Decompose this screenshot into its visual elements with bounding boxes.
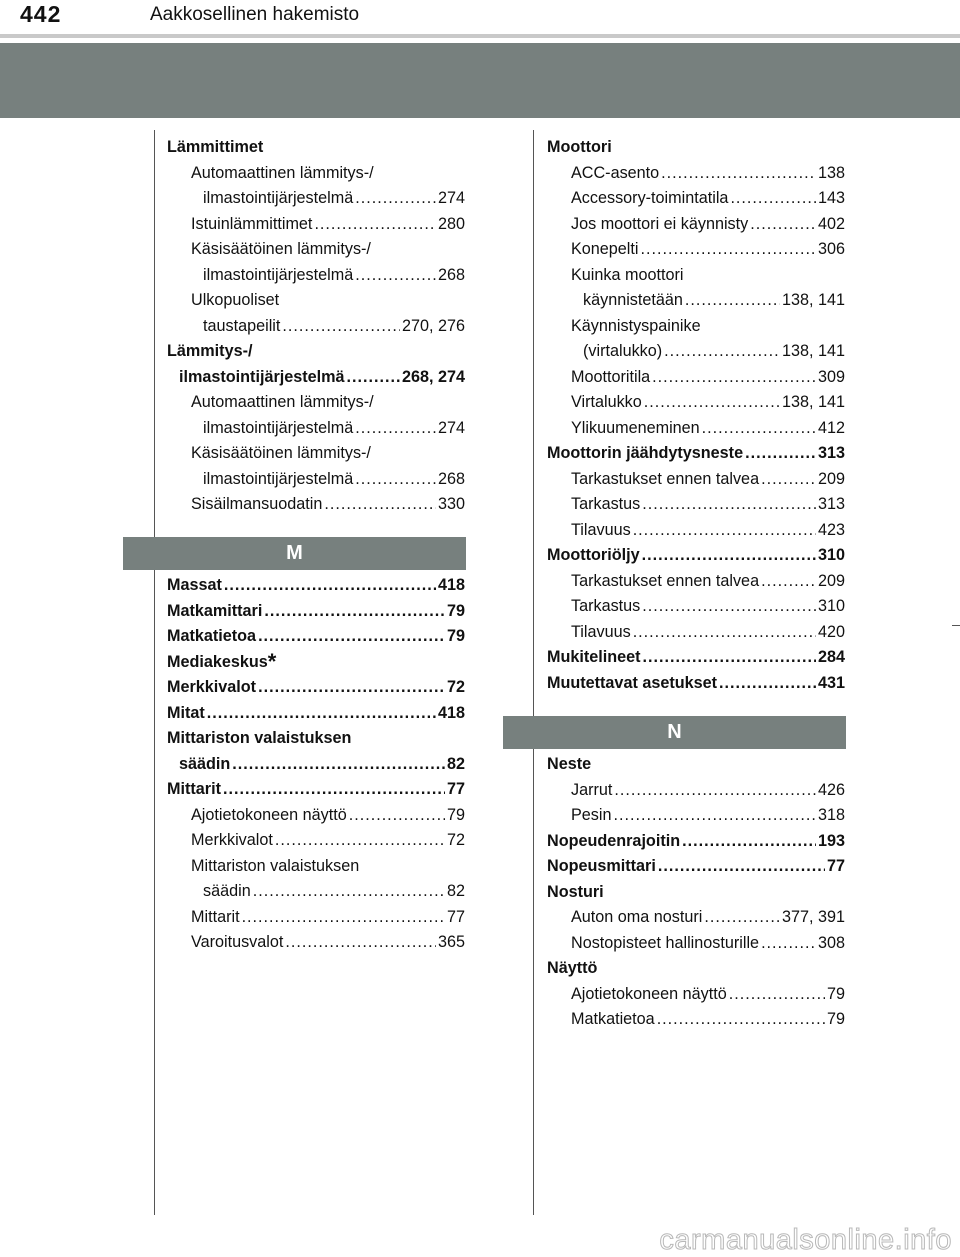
index-term: taustapeilit [203, 316, 281, 335]
dot-leader [275, 828, 445, 854]
index-entry [167, 288, 465, 314]
index-entry [547, 671, 845, 697]
page-reference: 308 [817, 933, 845, 952]
index-entry [547, 416, 845, 442]
index-entry [167, 416, 465, 442]
dot-leader [644, 390, 780, 416]
dot-leader [355, 467, 436, 493]
dot-leader [730, 186, 816, 212]
index-term: Moottorin jäähdytysneste [547, 444, 744, 462]
page-number: 442 [20, 1, 62, 27]
dot-leader [614, 803, 816, 829]
index-term: Nosturi [547, 882, 604, 901]
index-term: Accessory-toimintatila [571, 189, 729, 207]
page-reference: 318 [817, 806, 845, 824]
page-reference: 79 [446, 601, 465, 620]
dot-leader [347, 365, 400, 391]
index-term: käynnistetään [583, 291, 683, 309]
dot-leader [658, 854, 825, 880]
index-term: Auton oma nosturi [571, 908, 703, 926]
index-entry [167, 726, 465, 752]
index-entry [547, 752, 845, 778]
dot-leader [642, 543, 816, 569]
index-term: Mittarit [167, 780, 221, 798]
index-entry [547, 1007, 845, 1033]
page-reference: 280 [437, 214, 465, 233]
index-term: Merkkivalot [191, 831, 273, 849]
index-entry [547, 365, 845, 391]
page-reference: 77 [446, 780, 465, 798]
dot-leader [282, 314, 400, 340]
dot-leader [314, 212, 436, 238]
header-rule [0, 34, 960, 38]
page-reference: 284 [817, 648, 845, 666]
index-entry [547, 288, 845, 314]
dot-leader [642, 492, 816, 518]
page-reference: 274 [437, 189, 465, 207]
index-term: Mukitelineet [547, 648, 641, 666]
page-reference: 377, 391 [781, 908, 845, 926]
index-entry [547, 339, 845, 365]
dot-leader [633, 620, 816, 646]
section-header-n: N [503, 716, 846, 749]
index-entry [547, 594, 845, 620]
index-term: ilmastointijärjestelmä [203, 469, 354, 488]
page-reference: 431 [817, 673, 845, 692]
page-reference: 193 [817, 831, 845, 850]
page-reference: 268 [437, 469, 465, 488]
dot-leader [750, 212, 816, 238]
page-reference: 143 [817, 189, 845, 207]
dot-leader [232, 752, 445, 778]
index-list-right-top [547, 135, 845, 696]
dot-leader [685, 288, 780, 314]
index-entry [547, 645, 845, 671]
index-entry [167, 263, 465, 289]
index-entry [167, 905, 465, 931]
header-band [0, 43, 960, 118]
page-reference: 138, 141 [781, 291, 845, 309]
index-entry [167, 467, 465, 493]
index-term: Matkatietoa [167, 627, 257, 645]
index-term: Pesin [571, 806, 612, 824]
page-reference: 82 [446, 754, 465, 773]
dot-leader [661, 161, 816, 187]
page-reference: 313 [817, 444, 845, 462]
index-entry [167, 803, 465, 829]
index-entry [167, 879, 465, 905]
index-term: Käsisäätöinen lämmitys-/ [191, 444, 371, 462]
dot-leader [761, 467, 816, 493]
index-entry [167, 339, 465, 365]
page-reference: 268 [437, 265, 465, 284]
page-reference: 268, 274 [401, 367, 465, 386]
index-term: (virtalukko) [583, 342, 663, 360]
dot-leader [242, 905, 445, 931]
index-term: Nopeusmittari [547, 857, 656, 875]
index-term: Jos moottori ei käynnisty [571, 214, 749, 233]
page-reference: 330 [437, 495, 465, 513]
index-term: ilmastointijärjestelmä [203, 418, 354, 437]
index-term: Ajotietokoneen näyttö [191, 805, 347, 824]
index-term: Tarkastus [571, 597, 641, 615]
index-term: Automaattinen lämmitys-/ [191, 393, 374, 411]
dot-leader [719, 671, 816, 697]
page-reference: 310 [817, 546, 845, 564]
page-reference: 77 [446, 907, 465, 926]
index-list-left-top [167, 135, 465, 518]
index-term: Tilavuus [571, 622, 631, 641]
index-entry [547, 931, 845, 957]
dot-leader [642, 594, 816, 620]
index-term: Automaattinen lämmitys-/ [191, 163, 374, 182]
index-term: Matkamittari [167, 601, 263, 620]
index-term: Mediakeskus [167, 652, 268, 671]
page-reference: 79 [446, 627, 465, 645]
page-reference: 79 [826, 1010, 845, 1028]
index-term: Lämmittimet [167, 138, 264, 156]
index-term: Nopeudenrajoitin [547, 831, 681, 850]
index-entry [547, 492, 845, 518]
page-reference: 426 [817, 780, 845, 799]
index-entry [547, 212, 845, 238]
page-reference: 72 [446, 831, 465, 849]
page-reference: 79 [826, 984, 845, 1003]
index-entry [167, 314, 465, 340]
page-reference: 274 [437, 418, 465, 437]
index-entry [547, 135, 845, 161]
index-term: Sisäilmansuodatin [191, 495, 323, 513]
index-entry [167, 752, 465, 778]
index-entry [547, 467, 845, 493]
index-term: Tarkastukset ennen talvea [571, 469, 760, 488]
dot-leader [355, 263, 436, 289]
index-entry [547, 829, 845, 855]
index-list-right-bottom [547, 752, 845, 1033]
page-reference: 402 [817, 214, 845, 233]
page-reference: 82 [446, 882, 465, 900]
index-entry [167, 135, 465, 161]
dot-leader [745, 441, 816, 467]
index-entry [547, 314, 845, 340]
index-term: Ajotietokoneen näyttö [571, 984, 727, 1003]
index-entry [167, 854, 465, 880]
dot-leader [285, 930, 436, 956]
index-term: Varoitusvalot [191, 933, 284, 951]
dot-leader [761, 931, 816, 957]
index-entry [547, 186, 845, 212]
watermark [0, 1222, 960, 1256]
index-entry [167, 365, 465, 391]
index-term: Istuinlämmittimet [191, 214, 313, 233]
page-reference: 79 [446, 805, 465, 824]
index-term: Ulkopuoliset [191, 291, 280, 309]
dot-leader [614, 778, 816, 804]
page-reference: 310 [817, 597, 845, 615]
index-term: ilmastointijärjestelmä [179, 367, 345, 386]
index-term: Merkkivalot [167, 678, 257, 696]
index-entry [547, 441, 845, 467]
index-term: Mittarit [191, 907, 240, 926]
index-list-left-bottom [167, 573, 465, 956]
dot-leader [223, 777, 445, 803]
index-entry [547, 956, 845, 982]
page-reference: 306 [817, 240, 845, 258]
index-entry: Mediakeskus * [167, 648, 277, 674]
index-entry [547, 263, 845, 289]
index-term: Jarrut [571, 780, 613, 799]
index-term: Nostopisteet hallinosturille [571, 933, 760, 952]
page-reference: 420 [817, 622, 845, 641]
page-reference: 365 [437, 933, 465, 951]
index-term: Lämmitys-/ [167, 342, 253, 360]
index-term: Käynnistyspainike [571, 316, 701, 335]
dot-leader [761, 569, 816, 595]
index-entry [547, 880, 845, 906]
index-term: Virtalukko [571, 393, 642, 411]
index-term: ilmastointijärjestelmä [203, 265, 354, 284]
page-reference: 418 [437, 576, 465, 594]
index-entry [547, 161, 845, 187]
index-entry [167, 212, 465, 238]
dot-leader [258, 624, 445, 650]
page-reference: 209 [817, 469, 845, 488]
dot-leader [702, 416, 816, 442]
index-entry [167, 492, 465, 518]
dot-leader [258, 675, 445, 701]
index-entry [547, 854, 845, 880]
index-term: Moottori [547, 138, 612, 156]
dot-leader [664, 339, 780, 365]
page-reference: 72 [446, 678, 465, 696]
index-entry [547, 982, 845, 1008]
index-term: Neste [547, 755, 592, 773]
dot-leader [641, 237, 816, 263]
dot-leader [657, 1007, 825, 1033]
index-entry [547, 803, 845, 829]
dot-leader [355, 416, 436, 442]
dot-leader [224, 573, 436, 599]
index-entry [167, 777, 465, 803]
section-header-m: M [123, 537, 466, 570]
index-entry [167, 930, 465, 956]
index-entry [547, 620, 845, 646]
index-entry [547, 237, 845, 263]
dot-leader [652, 365, 816, 391]
dot-leader [355, 186, 436, 212]
index-entry [167, 161, 465, 187]
page-reference: 209 [817, 571, 845, 590]
index-entry [547, 905, 845, 931]
index-term: Massat [167, 576, 222, 594]
dot-leader [729, 982, 825, 1008]
index-entry [547, 778, 845, 804]
dot-leader [264, 599, 445, 625]
column-divider-right [533, 130, 534, 1215]
column-divider-left [154, 130, 155, 1215]
dot-leader [207, 701, 436, 727]
page-reference: 418 [437, 703, 465, 722]
page-reference: 309 [817, 367, 845, 386]
index-entry [167, 441, 465, 467]
dot-leader [349, 803, 445, 829]
page-reference: 423 [817, 520, 845, 539]
index-entry [167, 624, 465, 650]
index-entry [167, 390, 465, 416]
index-entry [167, 237, 465, 263]
index-term: Moottoritila [571, 367, 651, 386]
dot-leader [643, 645, 816, 671]
index-entry [167, 186, 465, 212]
index-term: Mitat [167, 703, 205, 722]
index-term: Kuinka moottori [571, 265, 684, 284]
index-term: Näyttö [547, 959, 598, 977]
index-term: Tarkastus [571, 495, 641, 513]
dot-leader [682, 829, 816, 855]
index-entry [167, 599, 465, 625]
page-reference: 270, 276 [401, 316, 465, 335]
index-entry [167, 675, 465, 701]
index-term: Mittariston valaistuksen [191, 856, 360, 875]
watermark-text: carmanualsonline.info [659, 1224, 952, 1256]
page-title: Aakkosellinen hakemisto [150, 4, 360, 25]
page-reference: 138, 141 [781, 393, 845, 411]
index-entry [167, 573, 465, 599]
index-entry [167, 701, 465, 727]
dot-leader [324, 492, 436, 518]
index-term: ACC-asento [571, 163, 660, 182]
index-term: Tarkastukset ennen talvea [571, 571, 760, 590]
page-reference: 412 [817, 418, 845, 437]
index-entry [547, 390, 845, 416]
page-reference: 77 [826, 857, 845, 875]
dot-leader [253, 879, 445, 905]
page-reference: 138, 141 [781, 342, 845, 360]
page-reference: 313 [817, 495, 845, 513]
index-term: Matkatietoa [571, 1010, 655, 1028]
index-term: säädin [179, 754, 231, 773]
index-term: Tilavuus [571, 520, 631, 539]
dot-leader [633, 518, 816, 544]
page-reference: 138 [817, 163, 845, 182]
index-term: Käsisäätöinen lämmitys-/ [191, 240, 371, 258]
index-term: ilmastointijärjestelmä [203, 189, 354, 207]
index-entry [547, 518, 845, 544]
index-entry [547, 543, 845, 569]
index-term: säädin [203, 882, 251, 900]
index-entry [167, 828, 465, 854]
index-term: Konepelti [571, 240, 639, 258]
index-term: Mittariston valaistuksen [167, 729, 352, 747]
page-edge-mark [952, 625, 960, 626]
index-entry [547, 569, 845, 595]
index-term: Ylikuumeneminen [571, 418, 700, 437]
index-term: Moottoriöljy [547, 546, 640, 564]
dot-leader [704, 905, 780, 931]
index-term: Muutettavat asetukset [547, 673, 718, 692]
